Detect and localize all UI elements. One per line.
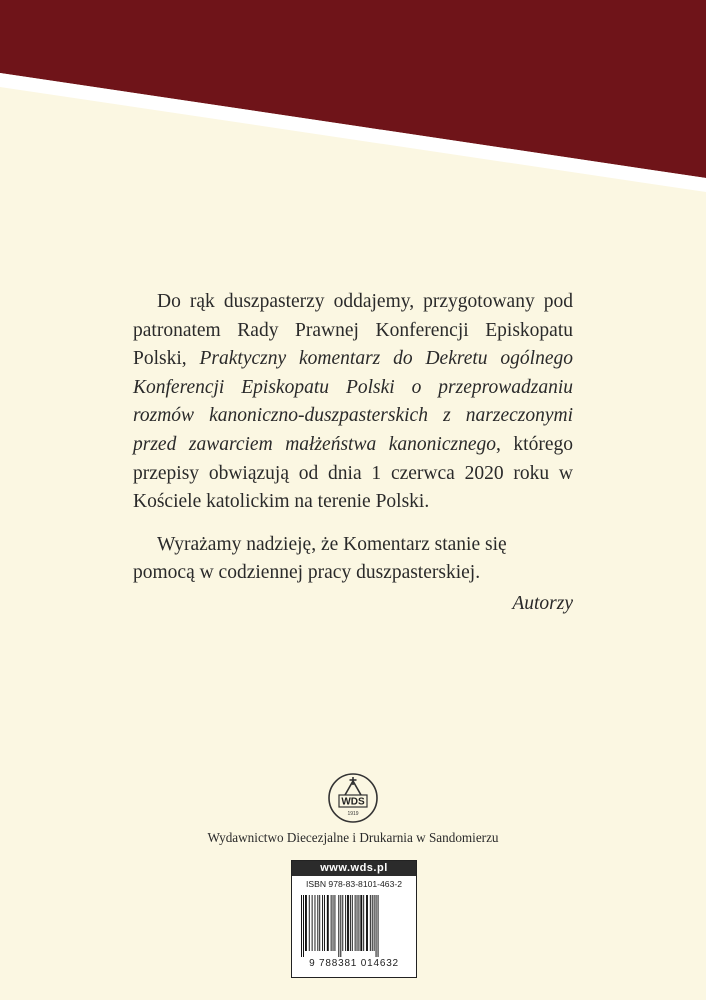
barcode-bar (370, 895, 371, 951)
book-title-italic: Praktyczny komentarz do Dekretu ogólnego Konferencji Episkopatu Polski o przeprowadzaniu rozmów kanoniczno-duszpasterskich z narzeczonymi przed zawarciem małżeństwa kanonicznego (133, 348, 573, 455)
website-label: www.wds.pl (292, 861, 416, 876)
barcode-bar (358, 895, 359, 951)
barcode-bar (342, 895, 343, 951)
barcode-guard-bar (376, 895, 377, 957)
barcode-guard-bar (338, 895, 339, 957)
logo-text: WDS (341, 796, 365, 808)
barcode-bar (317, 895, 318, 951)
barcode-bar (305, 895, 307, 951)
barcode-guard-bar (303, 895, 304, 957)
paragraph-hope (133, 531, 573, 588)
barcode-bar (331, 895, 332, 951)
barcode-bar (366, 895, 368, 951)
barcode-bar (327, 895, 329, 951)
barcode-bar (352, 895, 353, 951)
barcode-bar (374, 895, 375, 951)
ean-number: 9 788381 014632 (309, 958, 399, 969)
barcode-bar (355, 895, 356, 951)
top-banner (0, 0, 706, 210)
barcode-bar (322, 895, 323, 951)
paragraph-outro-text: , którego przepisy obwiązują od dnia 1 czerwca 2020 roku w Kościele katolickim na terenie Polski. (133, 433, 573, 513)
barcode-bar (357, 895, 358, 951)
isbn-barcode-box (291, 860, 417, 978)
barcode-bar (324, 895, 325, 951)
barcode-bar (360, 895, 362, 951)
barcode-bar (347, 895, 349, 951)
barcode-guard-bar (340, 895, 341, 957)
barcode-bar (363, 895, 364, 951)
barcode-bar (309, 895, 310, 951)
barcode-guard-bar (301, 895, 302, 957)
barcode-bar (315, 895, 316, 951)
barcode-bar (312, 895, 313, 951)
barcode-bar (333, 895, 334, 951)
barcode-bar (319, 895, 320, 951)
barcode-bar (345, 895, 346, 951)
isbn-label: ISBN 978-83-8101-463-2 (305, 879, 403, 889)
paragraph-intro-text: Do rąk duszpasterzy oddajemy, przygotowany pod patronatem Rady Prawnej Konferencji Episkopatu Polski, (133, 291, 573, 370)
barcode-icon (299, 895, 409, 957)
paragraph-hope-text: Wyrażamy nadzieję, że Komentarz stanie się pomocą w codziennej pracy duszpasterskiej. (133, 533, 507, 584)
description-text (133, 288, 573, 619)
barcode-guard-bar (378, 895, 379, 957)
barcode-bar (372, 895, 373, 951)
barcode-bar (334, 895, 335, 951)
logo-year: 1919 (347, 811, 359, 817)
paragraph-intro (133, 288, 573, 517)
wds-logo-icon (327, 772, 379, 824)
publisher-name: Wydawnictwo Diecezjalne i Drukarnia w Sandomierzu (207, 830, 499, 845)
barcode-bar (350, 895, 351, 951)
signature: Autorzy (512, 592, 573, 614)
